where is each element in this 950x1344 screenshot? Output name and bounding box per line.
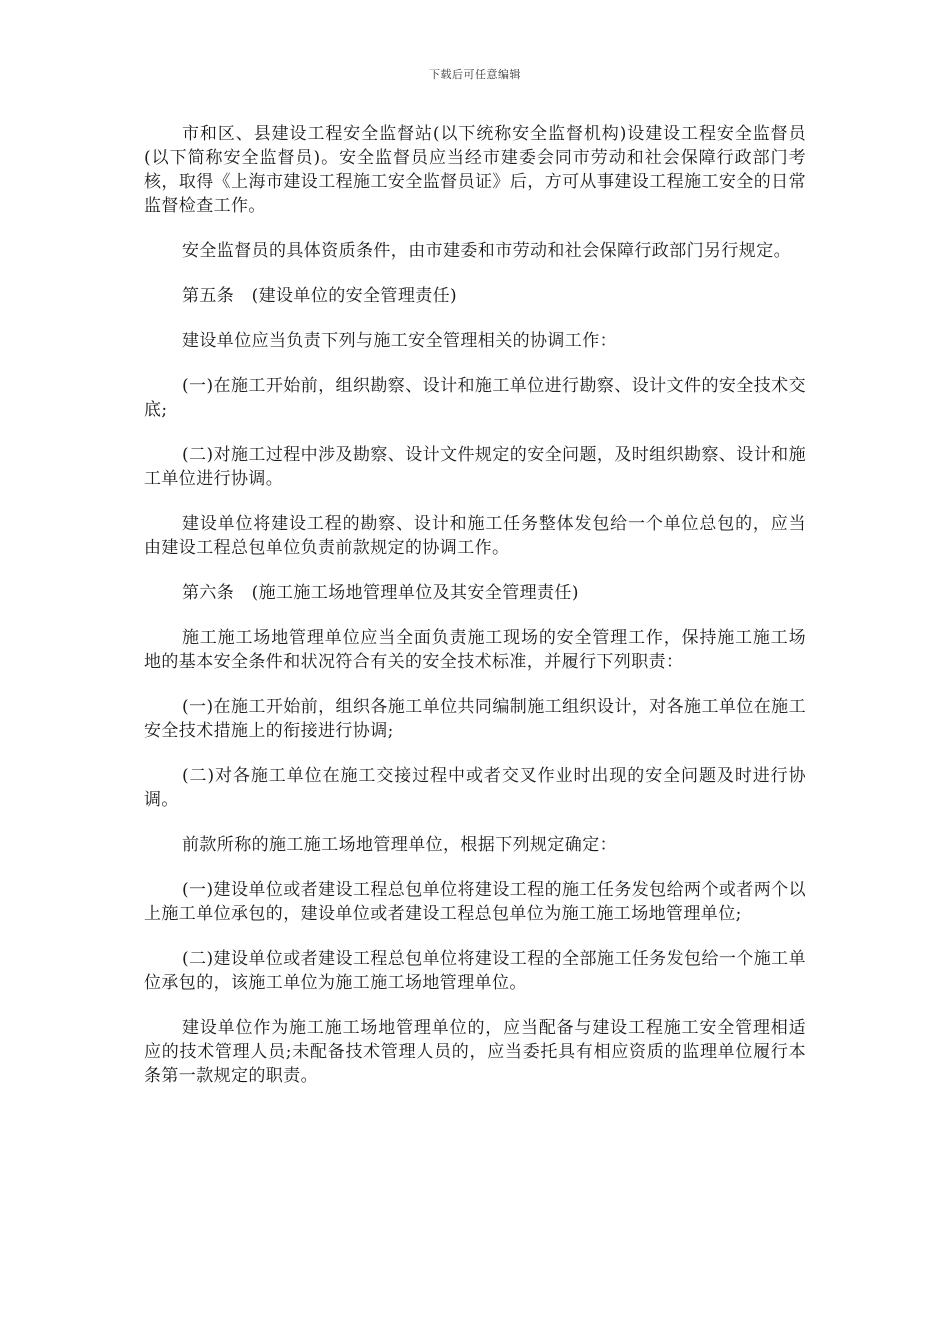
list-item-5-1: (一)在施工开始前，组织勘察、设计和施工单位进行勘察、设计文件的安全技术交底; [144, 376, 806, 420]
document-body [144, 122, 806, 1109]
paragraph-supervisor-qualifications: 安全监督员的具体资质条件，由市建委和市劳动和社会保障行政部门另行规定。 [182, 241, 791, 261]
paragraph-construction-unit-duties: 建设单位应当负责下列与施工安全管理相关的协调工作： [182, 331, 617, 351]
paragraph-general-contractor: 建设单位将建设工程的勘察、设计和施工任务整体发包给一个单位总包的，应当由建设工程总包单位负责前款规定的协调工作。 [144, 514, 806, 558]
paragraph-supervisor-appointment: 市和区、县建设工程安全监督站(以下统称安全监督机构)设建设工程安全监督员(以下简称安全监督员)。安全监督员应当经市建委会同市劳动和社会保障行政部门考核，取得《上海市建设工程施工安全监督员证》后，方可从事建设工程施工安全的日常监督检查工作。 [144, 124, 806, 216]
list-item-6-4: (二)建设单位或者建设工程总包单位将建设工程的全部施工任务发包给一个施工单位承包的，该施工单位为施工施工场地管理单位。 [144, 949, 806, 993]
list-item-5-2: (二)对施工过程中涉及勘察、设计文件规定的安全问题，及时组织勘察、设计和施工单位进行协调。 [144, 445, 806, 489]
list-item-6-3: (一)建设单位或者建设工程总包单位将建设工程的施工任务发包给两个或者两个以上施工单位承包的，建设单位或者建设工程总包单位为施工施工场地管理单位; [144, 880, 806, 924]
list-item-6-2: (二)对各施工单位在施工交接过程中或者交叉作业时出现的安全问题及时进行协调。 [144, 766, 806, 810]
paragraph-technical-staff: 建设单位作为施工施工场地管理单位的，应当配备与建设工程施工安全管理相适应的技术管理人员;未配备技术管理人员的，应当委托具有相应资质的监理单位履行本条第一款规定的职责。 [144, 1018, 806, 1086]
article-5-heading: 第五条 (建设单位的安全管理责任) [182, 286, 458, 306]
list-item-6-1: (一)在施工开始前，组织各施工单位共同编制施工组织设计，对各施工单位在施工安全技术措施上的衔接进行协调; [144, 697, 806, 741]
paragraph-site-management-duties: 施工施工场地管理单位应当全面负责施工现场的安全管理工作，保持施工施工场地的基本安全条件和状况符合有关的安全技术标准，并履行下列职责： [144, 628, 806, 672]
header-note: 下载后可任意编辑 [429, 68, 521, 81]
article-6-heading: 第六条 (施工施工场地管理单位及其安全管理责任) [182, 583, 579, 603]
paragraph-site-unit-determination: 前款所称的施工施工场地管理单位，根据下列规定确定： [182, 835, 617, 855]
